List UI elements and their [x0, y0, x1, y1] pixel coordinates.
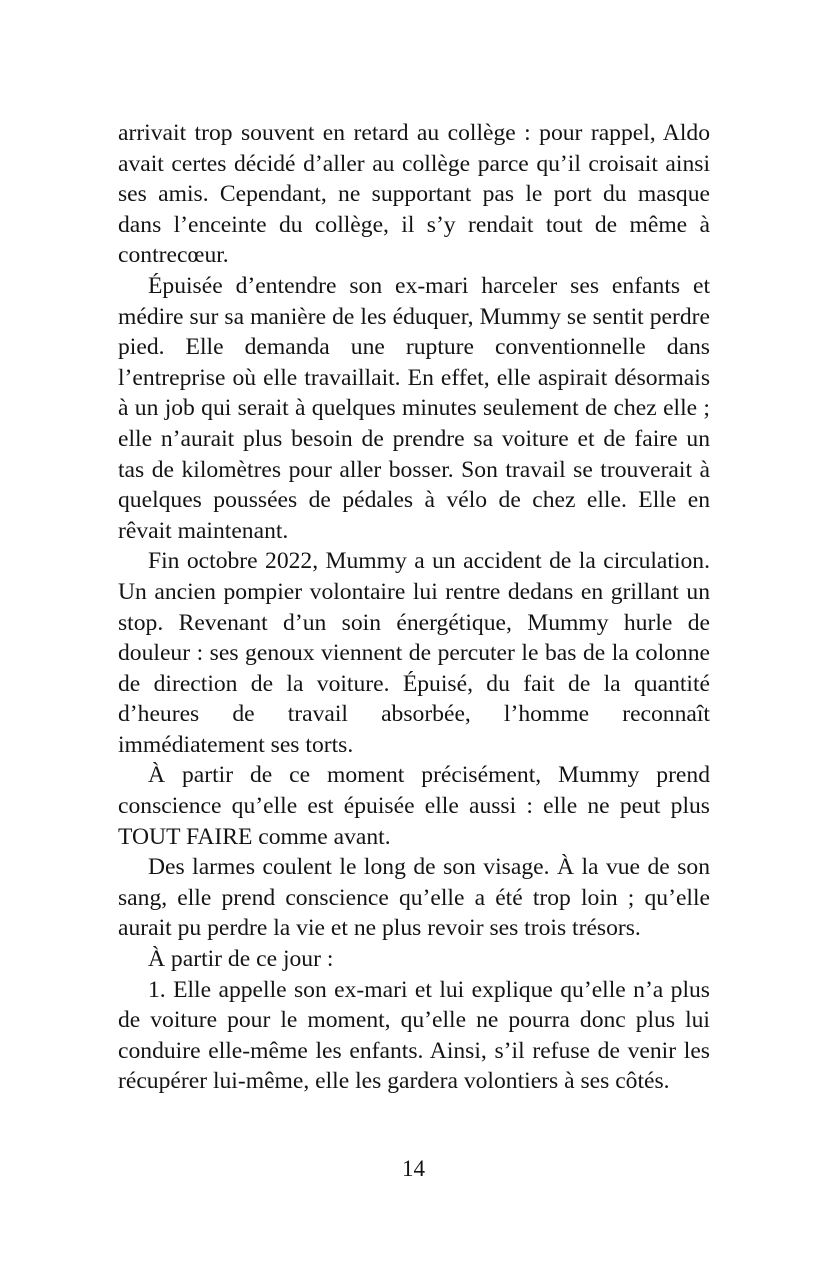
paragraph-5: Des larmes coulent le long de son visage. À la vue de son sang, elle prend conscience qu’elle a été trop loin ; qu’elle aurait pu perdre la vie et ne plus revoir ses trois trésors.: [118, 854, 710, 942]
paragraph-3: Fin octobre 2022, Mummy a un accident de la circulation. Un ancien pompier volontaire lui rentre dedans en grillant un stop. Revenant d’un soin énergétique, Mummy hurle de douleur : ses genoux viennent de percuter le bas de la colonne de direction de la voiture. Épuisé, du fait de la quantité d’heures de travail absorbée, l’homme reconnaît immédiatement ses torts.: [118, 548, 710, 758]
paragraph-6: À partir de ce jour :: [148, 946, 334, 973]
page-body: [118, 118, 710, 1097]
paragraph-7: 1. Elle appelle son ex-mari et lui explique qu’elle n’a plus de voiture pour le moment, qu’elle ne pourra donc plus lui conduire elle-même les enfants. Ainsi, s’il refuse de venir les récupérer lui-même, elle les gardera volontiers à ses côtés.: [118, 976, 710, 1095]
paragraph-2: Épuisée d’entendre son ex-mari harceler ses enfants et médire sur sa manière de les éduquer, Mummy se sentit perdre pied. Elle demanda une rupture conventionnelle dans l’entreprise où elle travaillait. En effet, elle aspirait désormais à un job qui serait à quelques minutes seulement de chez elle ; elle n’aurait plus besoin de prendre sa voiture et de faire un tas de kilomètres pour aller bosser. Son travail se trouverait à quelques poussées de pédales à vélo de chez elle. Elle en rêvait maintenant.: [118, 272, 710, 544]
paragraph-1: arrivait trop souvent en retard au collège : pour rappel, Aldo avait certes décidé d’aller au collège parce qu’il croisait ainsi ses amis. Cependant, ne supportant pas le port du masque dans l’enceinte du collège, il s’y rendait tout de même à contrecœur.: [118, 120, 710, 269]
page-number: 14: [402, 1156, 425, 1181]
paragraph-4: À partir de ce moment précisément, Mummy prend conscience qu’elle est épuisée elle aussi : elle ne peut plus TOUT FAIRE comme avant.: [118, 762, 710, 850]
